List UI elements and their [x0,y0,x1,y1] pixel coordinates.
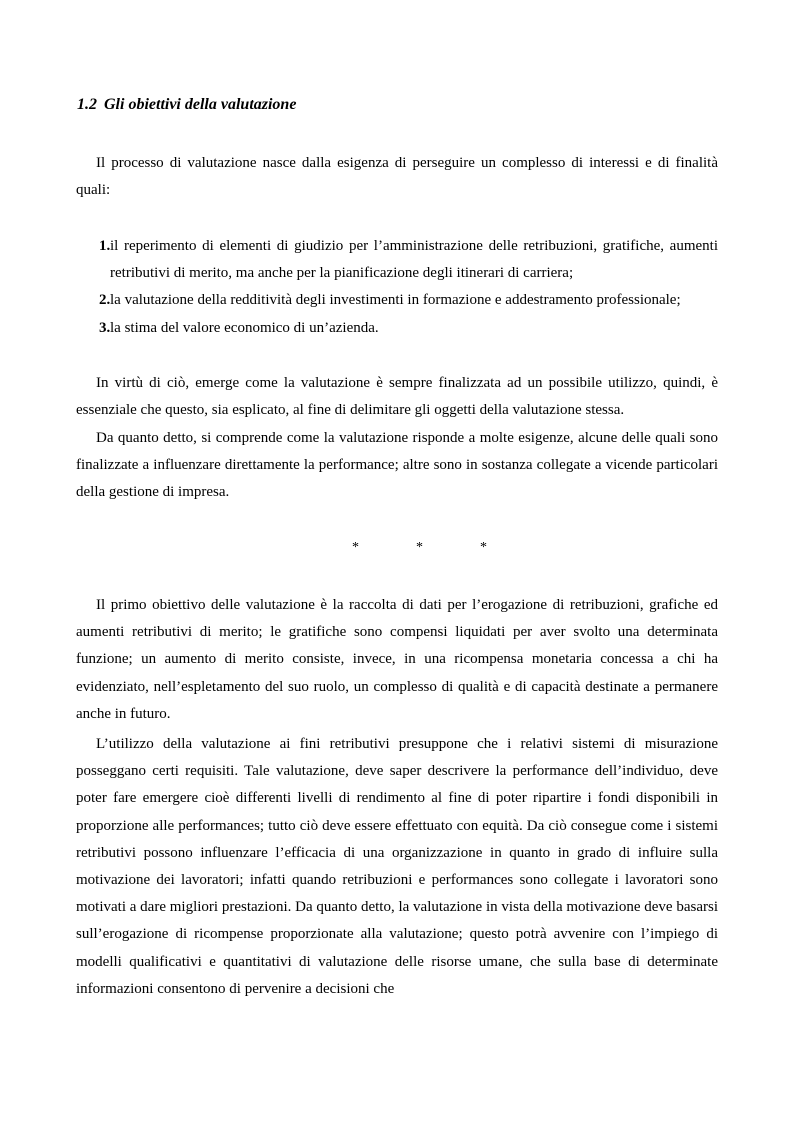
paragraph-2: Da quanto detto, si comprende come la valutazione risponde a molte esigenze, alcune delle quali sono finalizzate a influenzare direttamente la performance; altre sono in sostanza collegate a vicende particolari della gestione di impresa. [76,430,718,501]
section-heading [77,96,296,114]
list-item [76,315,718,342]
paragraph-4: L’utilizzo della valutazione ai fini retributivi presuppone che i relativi sistemi di misurazione posseggano certi requisiti. Tale valutazione, deve saper descrivere la performance dell’individuo, deve poter fare emergere cioè differenti livelli di rendimento al fine di poter ripartire i fondi disponibili in proporzione alle performances; tutto ciò deve essere effettuato con equità. Da ciò consegue come i sistemi retributivi possono influenzare l’efficacia di una organizzazione in quanto in grado di influire sulla motivazione dei lavoratori; infatti quando retribuzioni e performances sono collegate i lavoratori sono motivati a dare migliori prestazioni. Da quanto detto, la valutazione in vista della motivazione deve basarsi sull’erogazione di ricompense proporzionate alla valutazione; questo potrà avvenire con l’impiego di modelli qualificativi e quantitativi di valutazione delle risorse umane, che sulla base di determinate informazioni consentono di pervenire a decisioni che [76,736,718,997]
separator-asterisk: * [416,540,423,555]
section-separator [0,540,793,560]
list-item [76,287,718,314]
objectives-list [76,233,718,342]
list-marker: 2. [99,292,111,309]
list-marker: 1. [99,238,111,254]
list-item-text: la valutazione della redditività degli investimenti in formazione e addestramento professionale; [110,292,681,309]
paragraph-3: Il primo obiettivo delle valutazione è la raccolta di dati per l’erogazione di retribuzioni, grafiche ed aumenti retributivi di merito; le gratifiche sono compensi liquidati per aver svolto una determinata funzione; un aumento di merito consiste, invece, in una ricompensa monetaria concessa a chi ha evidenziato, nell’espletamento del suo ruolo, un complesso di qualità e di capacità destinate a permanere anche in futuro. [76,597,718,722]
section-title: Gli obiettivi della valutazione [104,96,297,113]
intro-paragraph: Il processo di valutazione nasce dalla esigenza di perseguire un complesso di interessi e di finalità quali: [76,155,718,199]
separator-asterisk: * [352,540,359,555]
list-item-text: il reperimento di elementi di giudizio per l’amministrazione delle retribuzioni, gratifiche, aumenti retributivi di merito, ma anche per la pianificazione degli itinerari di carriera; [110,238,718,282]
separator-asterisk: * [480,540,487,555]
list-item [76,233,718,287]
paragraph-1: In virtù di ciò, emerge come la valutazione è sempre finalizzata ad un possibile utilizzo, quindi, è essenziale che questo, sia esplicato, al fine di delimitare gli oggetti della valutazione stessa. [76,375,718,419]
list-marker: 3. [99,319,111,336]
list-item-text: la stima del valore economico di un’azienda. [110,319,379,336]
section-number: 1.2 [77,96,97,113]
